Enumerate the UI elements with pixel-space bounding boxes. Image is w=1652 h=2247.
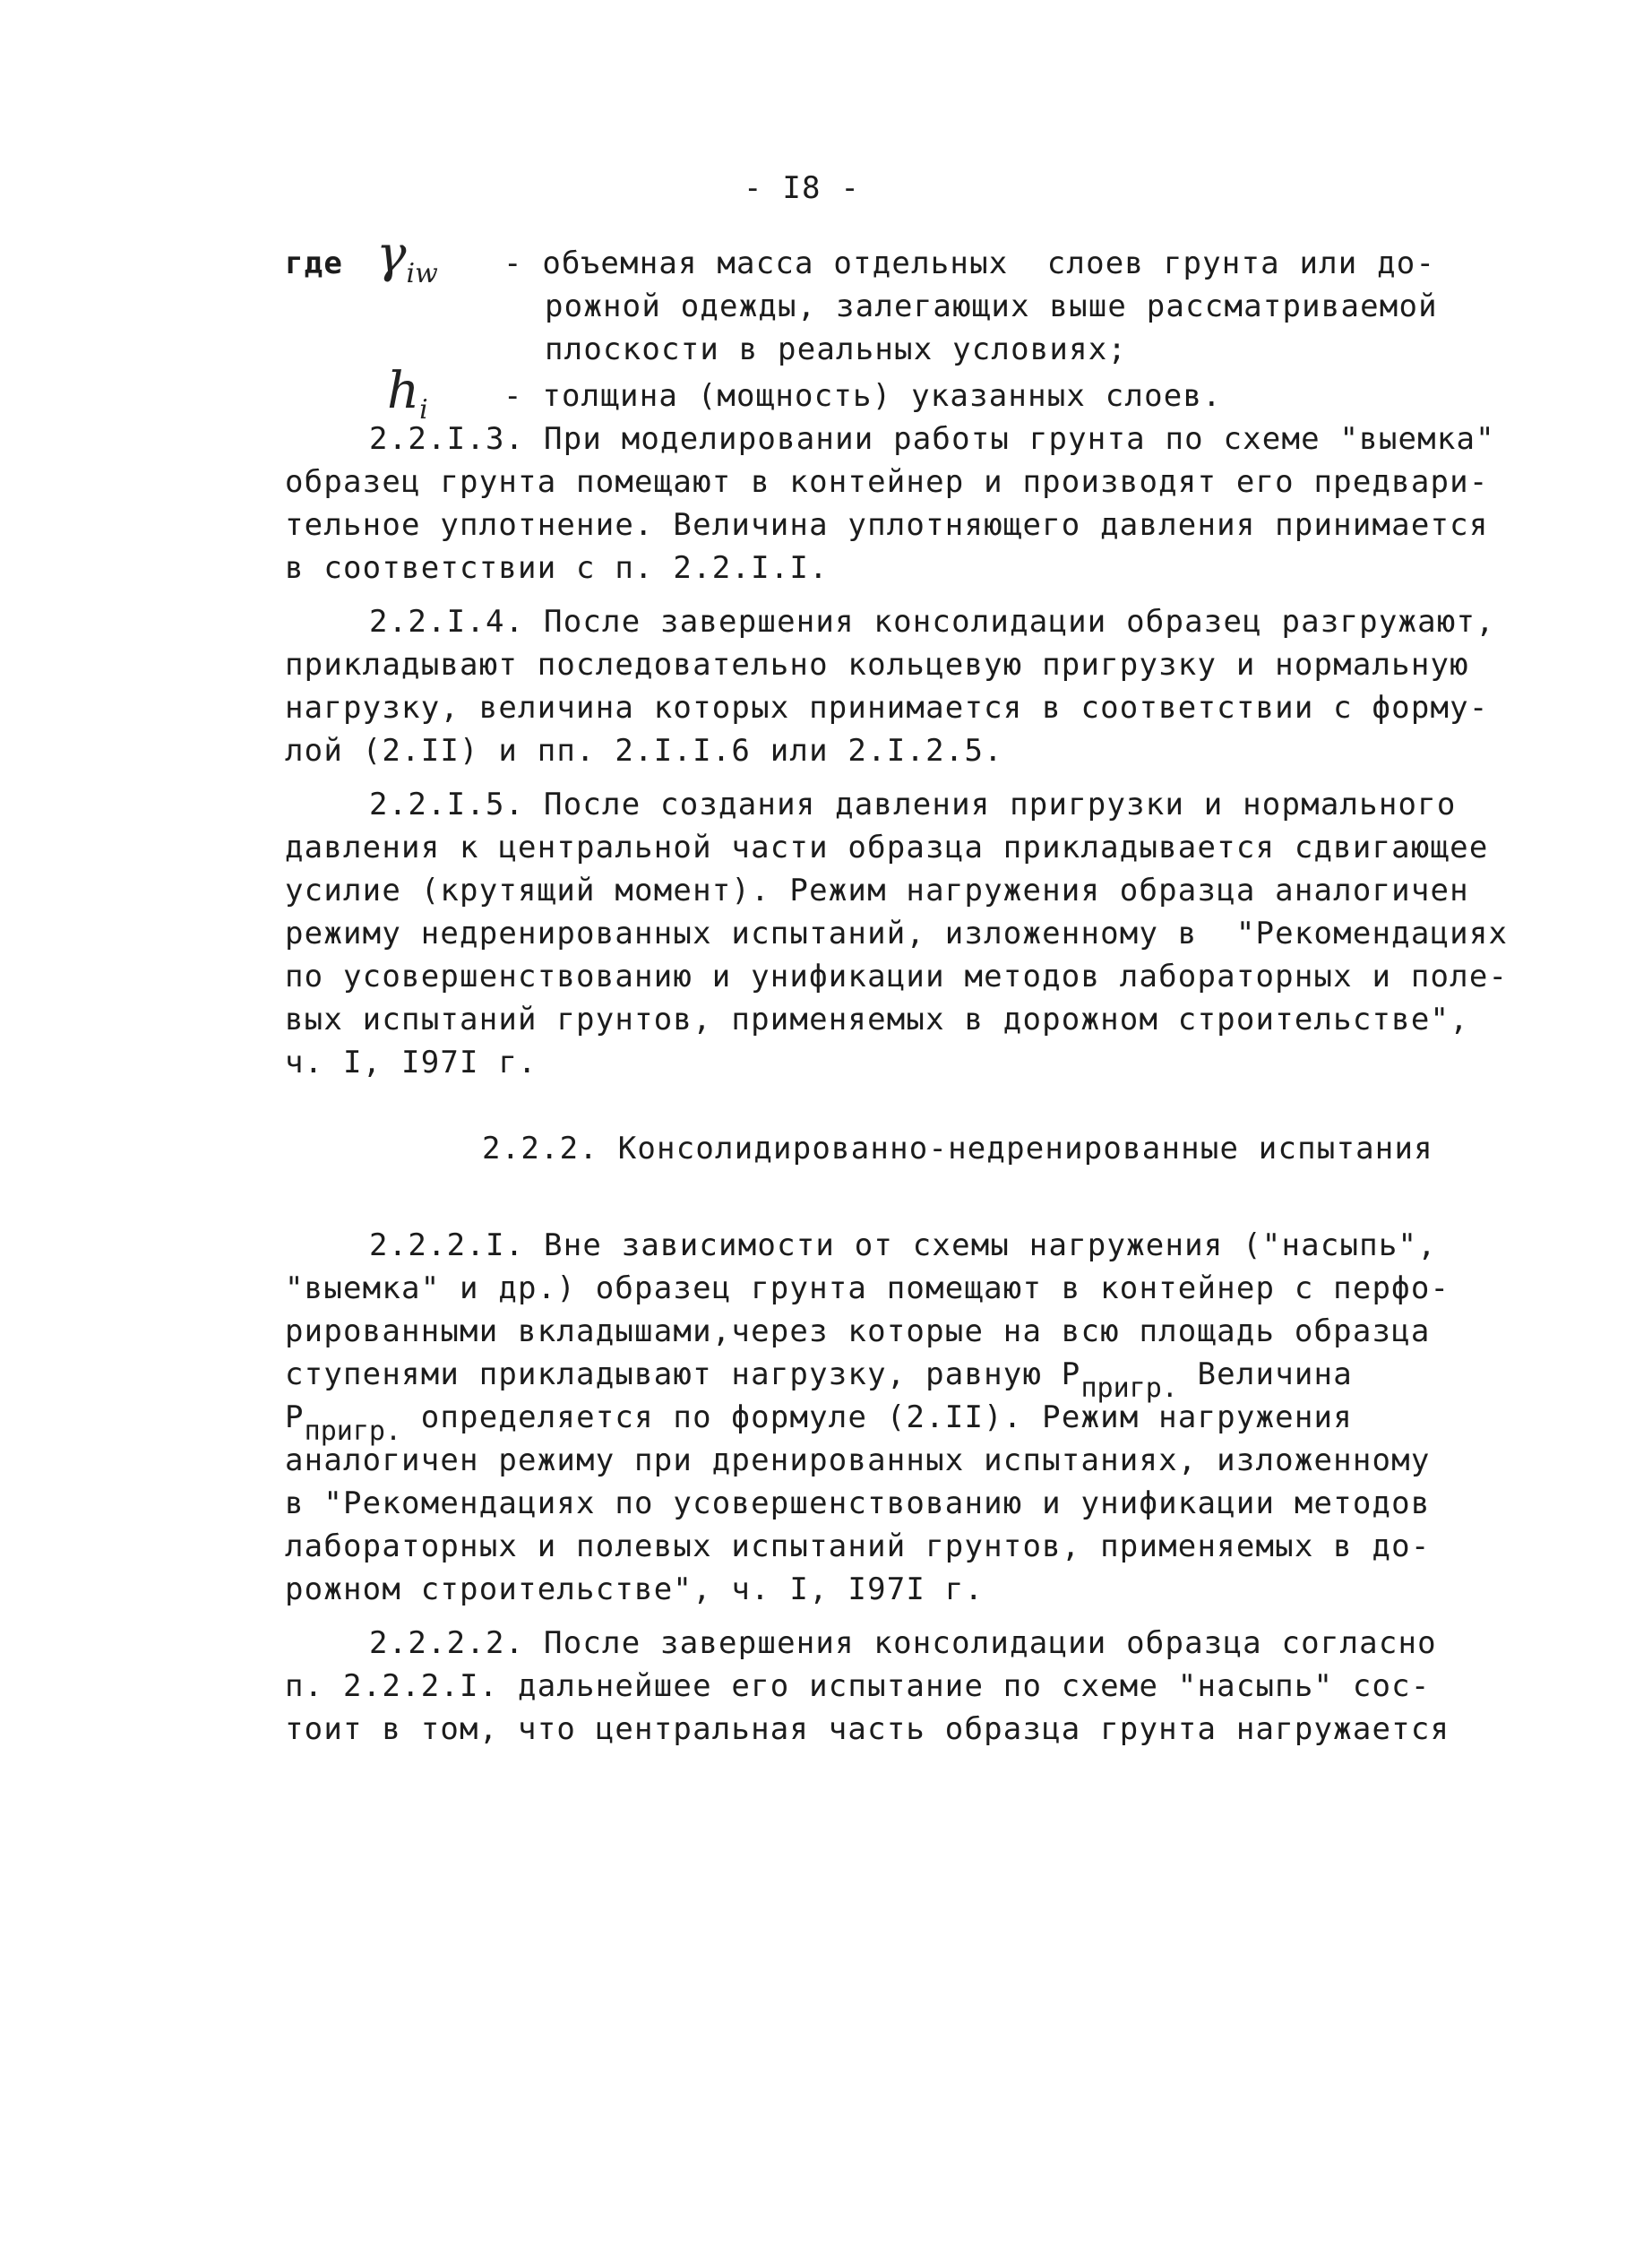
section-heading-222: 2.2.2. Консолидированно-недренированные испытания <box>482 1131 1433 1167</box>
paragraph-2222-line-1: 2.2.2.2. После завершения консолидации образца согласно <box>369 1625 1437 1661</box>
paragraph-2221-line-9: рожном строительстве", ч. I, I97I г. <box>285 1571 985 1607</box>
paragraph-2222-line-2: п. 2.2.2.I. дальнейшее его испытание по схеме "насыпь" сос- <box>285 1668 1431 1704</box>
paragraph-2221-line-1: 2.2.2.I. Вне зависимости от схемы нагружения ("насыпь", <box>369 1227 1437 1263</box>
paragraph-2214-line-1: 2.2.I.4. После завершения консолидации образец разгружают, <box>369 604 1495 640</box>
paragraph-2215-line-6: вых испытаний грунтов, применяемых в дорожном строительстве", <box>285 1002 1469 1037</box>
paragraph-2213-line-1: 2.2.I.3. При моделировании работы грунта по схеме "выемка" <box>369 421 1495 457</box>
paragraph-2215-line-4: режиму недренированных испытаний, изложенному в "Рекомендациях <box>285 916 1509 951</box>
definition-gamma-line-1: - объемная масса отдельных слоев грунта или до- <box>503 245 1436 281</box>
paragraph-2221-line-5: $P_{пригр.}$ определяется по формуле (2.II). Режим нагружения <box>285 1399 1353 1447</box>
symbol-h-i: $h_i$ <box>387 362 428 426</box>
page-number: - I8 - <box>744 170 861 206</box>
definition-h-line: - толщина (мощность) указанных слоев. <box>503 378 1222 414</box>
paragraph-2221-line-7: в "Рекомендациях по усовершенствованию и унификации методов <box>285 1485 1431 1521</box>
definitions-intro: где <box>285 245 344 281</box>
paragraph-2222-line-3: тоит в том, что центральная часть образца грунта нагружается <box>285 1711 1450 1747</box>
paragraph-2214-line-3: нагрузку, величина которых принимается в соответствии с форму- <box>285 690 1489 726</box>
paragraph-2221-line-6: аналогичен режиму при дренированных испытаниях, изложенному <box>285 1442 1431 1478</box>
paragraph-2221-line-3: рированными вкладышами,через которые на всю площадь образца <box>285 1313 1431 1349</box>
symbol-gamma-iw: $\gamma_{iw}$ <box>376 226 438 289</box>
paragraph-2215-line-2: давления к центральной части образца прикладывается сдвигающее <box>285 830 1489 865</box>
paragraph-2214-line-2: прикладывают последовательно кольцевую пригрузку и нормальную <box>285 647 1469 683</box>
definition-gamma-line-2: рожной одежды, залегающих выше рассматриваемой <box>545 288 1438 324</box>
paragraph-2215-line-3: усилие (крутящий момент). Режим нагружения образца аналогичен <box>285 873 1469 908</box>
paragraph-2221-line-2: "выемка" и др.) образец грунта помещают в контейнер с перфо- <box>285 1270 1450 1306</box>
paragraph-2213-line-2: образец грунта помещают в контейнер и производят его предвари- <box>285 464 1489 500</box>
paragraph-2221-line-4: ступенями прикладывают нагрузку, равную $P_{пригр.}$ Величина <box>285 1356 1353 1404</box>
paragraph-2215-line-7: ч. I, I97I г. <box>285 1045 538 1080</box>
paragraph-2213-line-3: тельное уплотнение. Величина уплотняющего давления принимается <box>285 507 1489 543</box>
paragraph-2213-line-4: в соответствии с п. 2.2.I.I. <box>285 550 829 586</box>
paragraph-2214-line-4: лой (2.II) и пп. 2.I.I.6 или 2.I.2.5. <box>285 733 1003 769</box>
paragraph-2215-line-5: по усовершенствованию и унификации методов лабораторных и поле- <box>285 959 1509 994</box>
paragraph-2215-line-1: 2.2.I.5. После создания давления пригрузки и нормального <box>369 787 1457 822</box>
definition-gamma-line-3: плоскости в реальных условиях; <box>545 331 1128 367</box>
paragraph-2221-line-8: лабораторных и полевых испытаний грунтов, применяемых в до- <box>285 1528 1431 1564</box>
